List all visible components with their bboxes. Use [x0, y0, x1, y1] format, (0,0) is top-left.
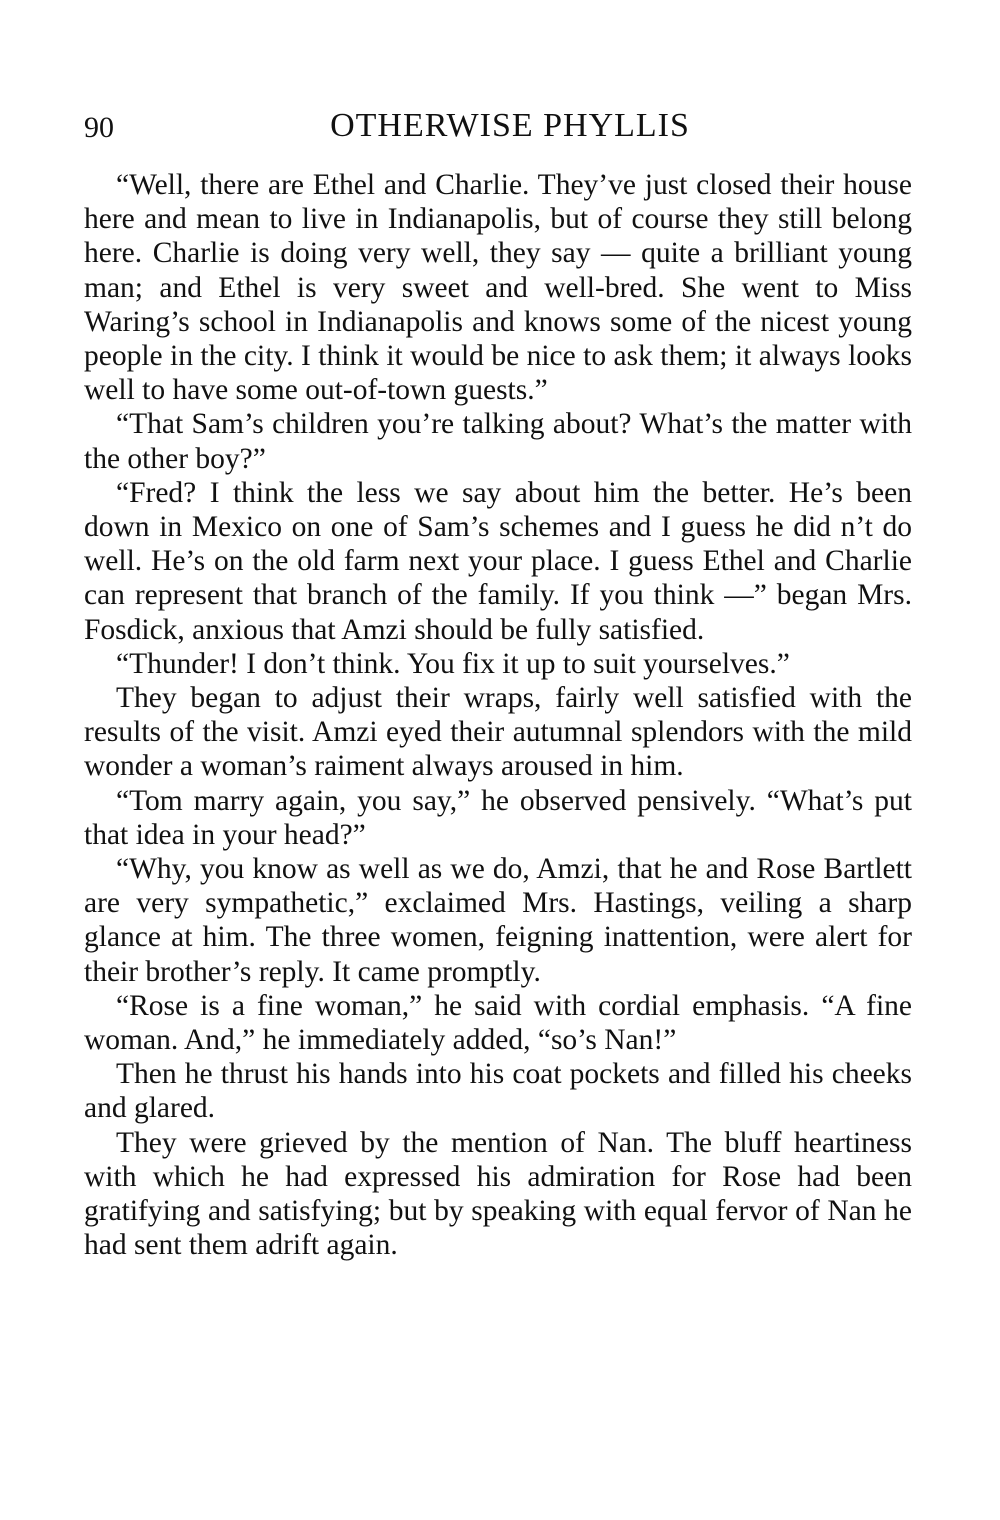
book-title: OTHERWISE PHYLLIS: [330, 107, 690, 144]
paragraph: “Fred? I think the less we say about him the better. He’s been down in Mexico on one of Sam’s schemes and I guess he did n’t do well. He’s on the old farm next your place. I guess Ethel and Charlie can represent that branch of the family. If you think —” began Mrs. Fosdick, anxious that Amzi should be fully satisfied.: [84, 476, 912, 646]
running-head: [84, 104, 912, 148]
paragraph: “Why, you know as well as we do, Amzi, that he and Rose Bartlett are very sympathetic,” exclaimed Mrs. Hastings, veiling a sharp glance at him. The three women, feigning inattention, were alert for their brother’s reply. It came promptly.: [84, 853, 912, 988]
body-text: [84, 168, 912, 1263]
paragraph: “Tom marry again, you say,” he observed pensively. “What’s put that idea in your head?”: [84, 784, 912, 851]
page-number: 90: [84, 111, 114, 144]
paragraph: They were grieved by the mention of Nan. The bluff heartiness with which he had expressed his admiration for Rose had been gratifying and satisfying; but by speaking with equal fervor of Nan he had sent them adrift again.: [84, 1126, 912, 1262]
paragraph: “Rose is a fine woman,” he said with cordial emphasis. “A fine woman. And,” he immediately added, “so’s Nan!”: [84, 989, 912, 1057]
paragraph: “Thunder! I don’t think. You fix it up to suit yourselves.”: [116, 647, 790, 680]
paragraph: “That Sam’s children you’re talking about? What’s the matter with the other boy?”: [84, 408, 912, 475]
paragraph: They began to adjust their wraps, fairly well satisfied with the results of the visit. Amzi eyed their autumnal splendors with the mild wonder a woman’s raiment always aroused in him.: [84, 682, 912, 783]
paragraph: “Well, there are Ethel and Charlie. They’ve just closed their house here and mean to live in Indianapolis, but of course they still belong here. Charlie is doing very well, they say — quite a brilliant young man; and Ethel is very sweet and well-bred. She went to Miss Waring’s school in Indianapolis and knows some of the nicest young people in the city. I think it would be nice to ask them; it always looks well to have some out-of-town guests.”: [84, 169, 912, 407]
paragraph: Then he thrust his hands into his coat pockets and filled his cheeks and glared.: [84, 1058, 912, 1125]
